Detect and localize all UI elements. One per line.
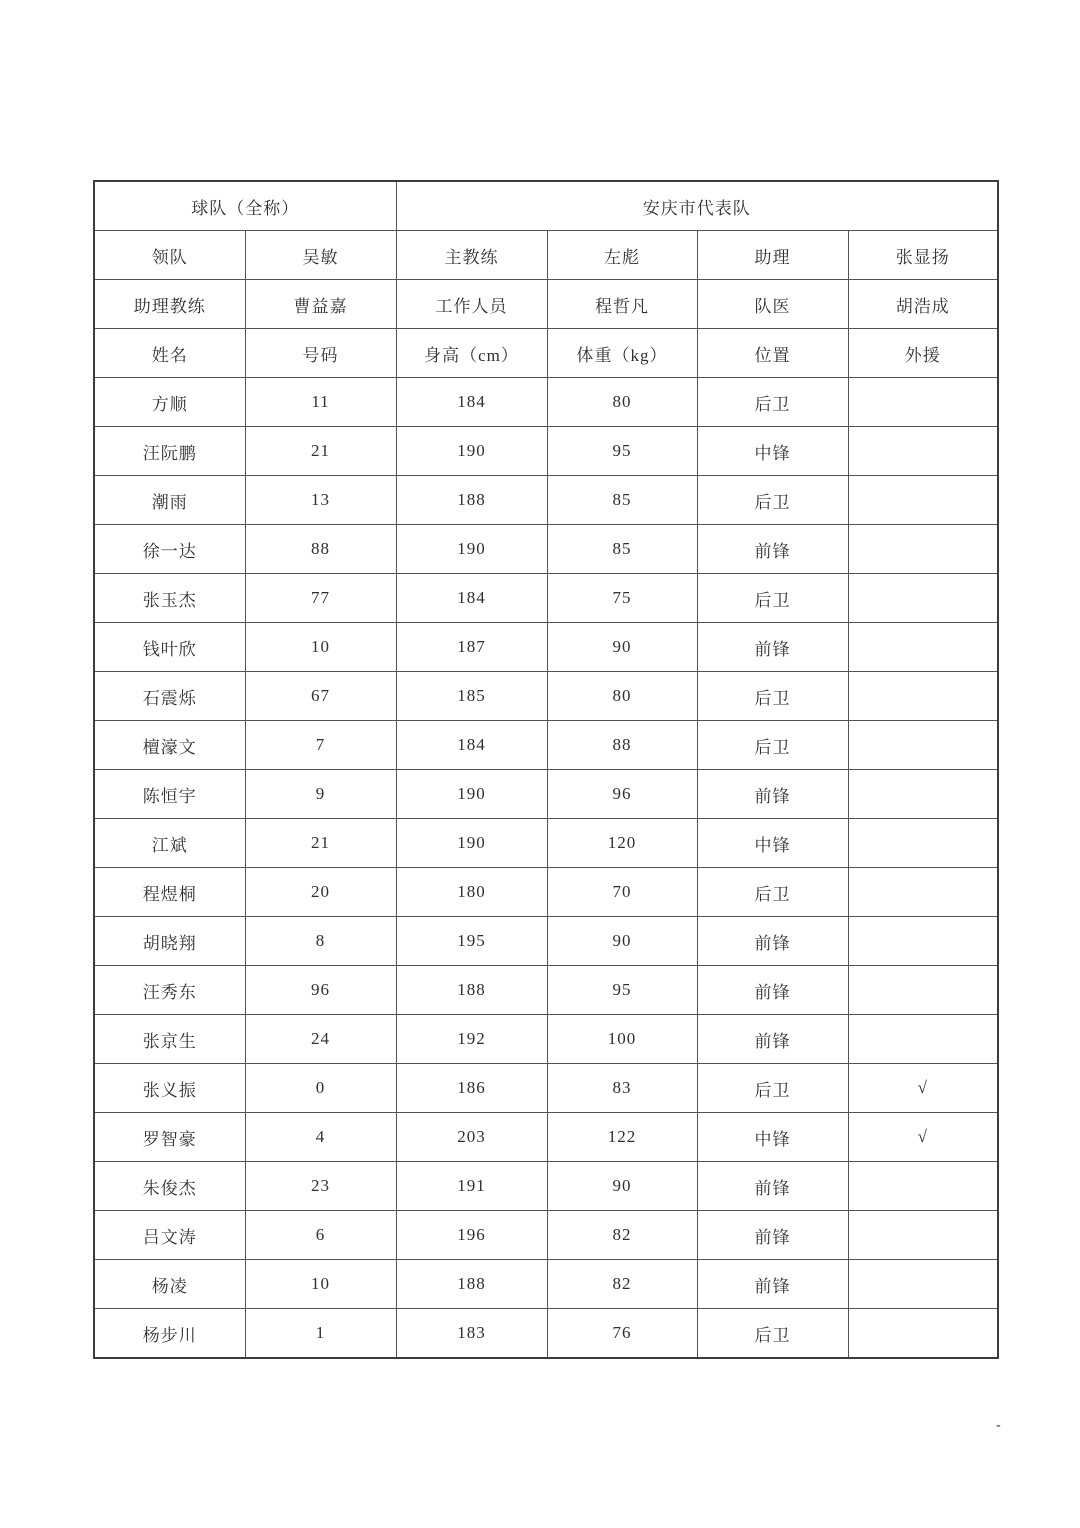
player-number-cell: 21 (245, 819, 396, 868)
player-number-cell: 23 (245, 1162, 396, 1211)
player-number-cell: 1 (245, 1309, 396, 1359)
team-name-row (94, 181, 998, 231)
player-height-cell: 192 (396, 1015, 547, 1064)
player-height-cell: 180 (396, 868, 547, 917)
player-row (94, 770, 998, 819)
player-number-cell: 7 (245, 721, 396, 770)
player-height-cell: 185 (396, 672, 547, 721)
player-position-cell: 前锋 (697, 1015, 848, 1064)
player-row (94, 623, 998, 672)
player-height-cell: 188 (396, 1260, 547, 1309)
player-name-cell: 张玉杰 (94, 574, 245, 623)
player-position-cell: 前锋 (697, 1162, 848, 1211)
player-number-cell: 10 (245, 623, 396, 672)
player-height-cell: 184 (396, 378, 547, 427)
player-position-cell: 后卫 (697, 476, 848, 525)
player-position-cell: 后卫 (697, 672, 848, 721)
player-row (94, 1113, 998, 1162)
player-position-cell: 后卫 (697, 1309, 848, 1359)
player-foreign-cell (848, 1309, 998, 1359)
team-name-cell: 安庆市代表队 (396, 181, 998, 231)
player-foreign-cell (848, 427, 998, 476)
column-header-name: 姓名 (94, 329, 245, 378)
player-name-cell: 朱俊杰 (94, 1162, 245, 1211)
player-height-cell: 190 (396, 525, 547, 574)
player-weight-cell: 95 (547, 966, 697, 1015)
player-foreign-cell: √ (848, 1064, 998, 1113)
player-foreign-cell (848, 623, 998, 672)
player-row (94, 378, 998, 427)
player-position-cell: 后卫 (697, 378, 848, 427)
player-weight-cell: 88 (547, 721, 697, 770)
staff-label-cell: 工作人员 (396, 280, 547, 329)
player-name-cell: 江斌 (94, 819, 245, 868)
player-number-cell: 77 (245, 574, 396, 623)
staff-label-cell: 助理教练 (94, 280, 245, 329)
player-height-cell: 190 (396, 819, 547, 868)
player-height-cell: 190 (396, 770, 547, 819)
player-row (94, 1162, 998, 1211)
player-foreign-cell (848, 770, 998, 819)
player-foreign-cell (848, 1162, 998, 1211)
player-height-cell: 184 (396, 721, 547, 770)
player-row (94, 966, 998, 1015)
player-position-cell: 前锋 (697, 1260, 848, 1309)
player-height-cell: 188 (396, 476, 547, 525)
player-foreign-cell (848, 1015, 998, 1064)
player-height-cell: 188 (396, 966, 547, 1015)
player-number-cell: 11 (245, 378, 396, 427)
player-weight-cell: 83 (547, 1064, 697, 1113)
player-weight-cell: 85 (547, 525, 697, 574)
player-number-cell: 24 (245, 1015, 396, 1064)
player-row (94, 476, 998, 525)
player-name-cell: 徐一达 (94, 525, 245, 574)
player-position-cell: 前锋 (697, 770, 848, 819)
player-number-cell: 6 (245, 1211, 396, 1260)
player-name-cell: 方顺 (94, 378, 245, 427)
player-foreign-cell (848, 574, 998, 623)
player-number-cell: 67 (245, 672, 396, 721)
staff-value-cell: 曹益嘉 (245, 280, 396, 329)
player-number-cell: 21 (245, 427, 396, 476)
player-foreign-cell (848, 378, 998, 427)
player-number-cell: 10 (245, 1260, 396, 1309)
player-name-cell: 程煜桐 (94, 868, 245, 917)
player-position-cell: 前锋 (697, 917, 848, 966)
player-row (94, 1309, 998, 1359)
player-number-cell: 20 (245, 868, 396, 917)
player-weight-cell: 122 (547, 1113, 697, 1162)
player-name-cell: 胡晓翔 (94, 917, 245, 966)
player-height-cell: 195 (396, 917, 547, 966)
player-position-cell: 后卫 (697, 574, 848, 623)
staff-label-cell: 领队 (94, 231, 245, 280)
staff-row-1 (94, 231, 998, 280)
player-row (94, 1064, 998, 1113)
player-foreign-cell (848, 1260, 998, 1309)
player-name-cell: 汪阮鹏 (94, 427, 245, 476)
player-number-cell: 13 (245, 476, 396, 525)
player-rows-section (94, 378, 998, 1359)
player-name-cell: 罗智豪 (94, 1113, 245, 1162)
column-header-weight: 体重（kg） (547, 329, 697, 378)
team-label-cell: 球队（全称） (94, 181, 396, 231)
player-foreign-cell (848, 819, 998, 868)
player-position-cell: 中锋 (697, 1113, 848, 1162)
player-foreign-cell (848, 672, 998, 721)
player-position-cell: 中锋 (697, 427, 848, 476)
player-weight-cell: 90 (547, 917, 697, 966)
player-height-cell: 187 (396, 623, 547, 672)
player-position-cell: 前锋 (697, 1211, 848, 1260)
player-height-cell: 184 (396, 574, 547, 623)
player-height-cell: 186 (396, 1064, 547, 1113)
staff-label-cell: 助理 (697, 231, 848, 280)
player-row (94, 525, 998, 574)
player-name-cell: 汪秀东 (94, 966, 245, 1015)
player-height-cell: 190 (396, 427, 547, 476)
player-position-cell: 前锋 (697, 623, 848, 672)
column-header-position: 位置 (697, 329, 848, 378)
player-name-cell: 钱叶欣 (94, 623, 245, 672)
player-name-cell: 吕文涛 (94, 1211, 245, 1260)
player-foreign-cell (848, 1211, 998, 1260)
player-foreign-cell: √ (848, 1113, 998, 1162)
player-name-cell: 石震烁 (94, 672, 245, 721)
player-row (94, 1015, 998, 1064)
player-weight-cell: 80 (547, 672, 697, 721)
player-weight-cell: 90 (547, 623, 697, 672)
staff-row-2 (94, 280, 998, 329)
player-number-cell: 9 (245, 770, 396, 819)
player-number-cell: 8 (245, 917, 396, 966)
player-weight-cell: 70 (547, 868, 697, 917)
player-position-cell: 前锋 (697, 525, 848, 574)
player-foreign-cell (848, 917, 998, 966)
staff-label-cell: 队医 (697, 280, 848, 329)
column-header-number: 号码 (245, 329, 396, 378)
player-row (94, 1260, 998, 1309)
player-height-cell: 191 (396, 1162, 547, 1211)
player-number-cell: 4 (245, 1113, 396, 1162)
player-position-cell: 中锋 (697, 819, 848, 868)
player-weight-cell: 120 (547, 819, 697, 868)
player-name-cell: 张义振 (94, 1064, 245, 1113)
player-height-cell: 203 (396, 1113, 547, 1162)
player-weight-cell: 100 (547, 1015, 697, 1064)
player-name-cell: 杨步川 (94, 1309, 245, 1359)
player-foreign-cell (848, 476, 998, 525)
player-row (94, 574, 998, 623)
player-foreign-cell (848, 721, 998, 770)
page-footer-mark: - (996, 1418, 1001, 1433)
player-weight-cell: 90 (547, 1162, 697, 1211)
player-foreign-cell (848, 525, 998, 574)
column-header-row (94, 329, 998, 378)
player-number-cell: 0 (245, 1064, 396, 1113)
player-number-cell: 96 (245, 966, 396, 1015)
player-name-cell: 陈恒宇 (94, 770, 245, 819)
player-position-cell: 后卫 (697, 1064, 848, 1113)
player-name-cell: 潮雨 (94, 476, 245, 525)
player-weight-cell: 96 (547, 770, 697, 819)
player-height-cell: 196 (396, 1211, 547, 1260)
staff-value-cell: 左彪 (547, 231, 697, 280)
roster-table (93, 180, 999, 1359)
player-foreign-cell (848, 966, 998, 1015)
player-position-cell: 后卫 (697, 721, 848, 770)
player-number-cell: 88 (245, 525, 396, 574)
player-name-cell: 张京生 (94, 1015, 245, 1064)
staff-label-cell: 主教练 (396, 231, 547, 280)
staff-value-cell: 胡浩成 (848, 280, 998, 329)
player-weight-cell: 82 (547, 1260, 697, 1309)
roster-header-section (94, 181, 998, 378)
player-row (94, 868, 998, 917)
player-weight-cell: 75 (547, 574, 697, 623)
staff-value-cell: 张显扬 (848, 231, 998, 280)
player-name-cell: 杨凌 (94, 1260, 245, 1309)
column-header-height: 身高（cm） (396, 329, 547, 378)
player-height-cell: 183 (396, 1309, 547, 1359)
player-row (94, 819, 998, 868)
player-weight-cell: 85 (547, 476, 697, 525)
player-row (94, 427, 998, 476)
column-header-foreign: 外援 (848, 329, 998, 378)
player-position-cell: 前锋 (697, 966, 848, 1015)
player-row (94, 917, 998, 966)
player-weight-cell: 95 (547, 427, 697, 476)
player-foreign-cell (848, 868, 998, 917)
player-weight-cell: 76 (547, 1309, 697, 1359)
player-weight-cell: 80 (547, 378, 697, 427)
staff-value-cell: 吴敏 (245, 231, 396, 280)
player-row (94, 721, 998, 770)
player-row (94, 672, 998, 721)
player-position-cell: 后卫 (697, 868, 848, 917)
player-name-cell: 檀濠文 (94, 721, 245, 770)
player-row (94, 1211, 998, 1260)
player-weight-cell: 82 (547, 1211, 697, 1260)
staff-value-cell: 程哲凡 (547, 280, 697, 329)
